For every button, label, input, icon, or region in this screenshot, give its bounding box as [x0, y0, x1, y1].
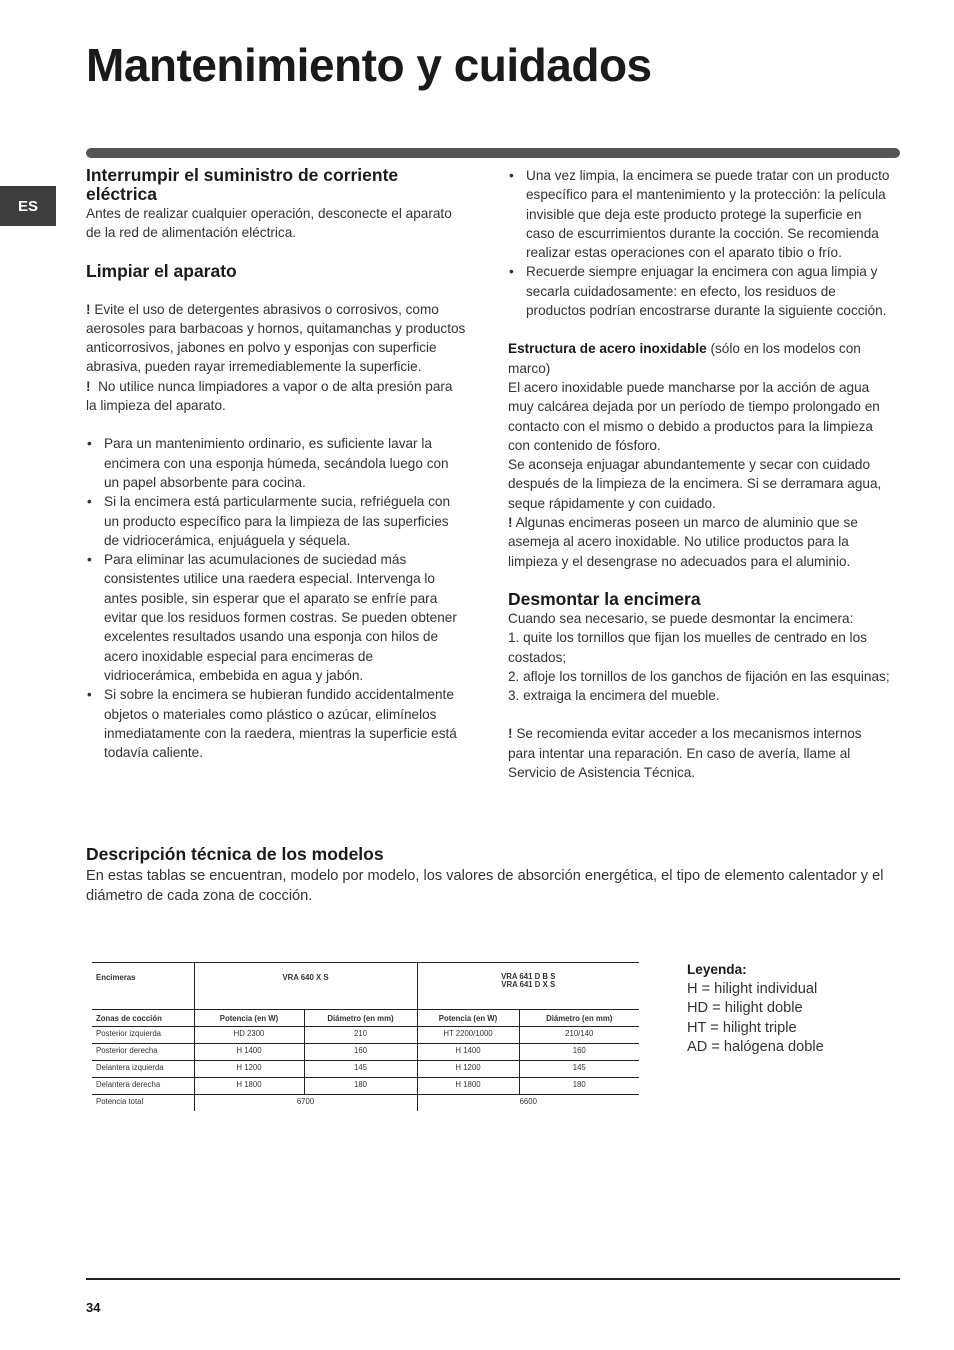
- warning-icon: !: [508, 726, 513, 742]
- zone-cell: Posterior izquierda: [92, 1027, 194, 1044]
- page-number: 34: [86, 1300, 101, 1315]
- section-body-power: Antes de realizar cualquier operación, desconecte el aparato de la red de alimentación eléctrica.: [86, 206, 452, 241]
- table-header-row: [92, 963, 639, 1010]
- left-column: [86, 166, 466, 762]
- section-title-dismount: Desmontar la encimera: [508, 588, 701, 609]
- diameter-cell: 160: [304, 1044, 417, 1061]
- table-label-zones: Zonas de cocción: [92, 1010, 194, 1027]
- warning-icon: !: [508, 515, 513, 531]
- diameter-cell: 210/140: [519, 1027, 639, 1044]
- table-subheader-row: [92, 1010, 639, 1027]
- dismount-step: 1. quite los tornillos que fijan los muelles de centrado en los costados;: [508, 630, 867, 665]
- cleaning-list: [86, 434, 466, 762]
- power-cell: H 1800: [417, 1078, 519, 1095]
- zone-cell: Delantera derecha: [92, 1078, 194, 1095]
- dismount-step: 2. afloje los tornillos de los ganchos de fijación en las esquinas;: [508, 668, 890, 684]
- power-cell: H 1200: [194, 1061, 304, 1078]
- model-b-header: VRA 641 D B S VRA 641 D X S: [417, 963, 639, 1010]
- steel-paragraph: Se aconseja enjuagar abundantemente y secar con cuidado después de la limpieza de la encimera. Si se derramara agua, seque rápidamente y con cuidado.: [508, 457, 882, 511]
- power-cell: H 1400: [194, 1044, 304, 1061]
- column-header-power: Potencia (en W): [194, 1010, 304, 1027]
- legend-item: HD = hilight doble: [687, 1000, 803, 1016]
- spec-table: [92, 962, 639, 1111]
- footer-rule: [86, 1278, 900, 1280]
- table-row: [92, 1044, 639, 1061]
- list-item: • Una vez limpia, la encimera se puede tratar con un producto específico para el mantenimiento y la protección: la película invisible que deja este producto protege la superficie en caso de escurrimientos durante la cocción. Se recomienda realizar estas operaciones con el aparato tibio o frío.: [508, 166, 892, 262]
- care-list: [508, 166, 892, 320]
- total-cell: 6600: [417, 1095, 639, 1112]
- power-cell: HT 2200/1000: [417, 1027, 519, 1044]
- list-item: • Recuerde siempre enjuagar la encimera con agua limpia y secarla cuidadosamente: en efecto, los residuos de productos podrían encostrarse durante la siguiente cocción.: [508, 262, 892, 320]
- table-row: [92, 1061, 639, 1078]
- page-title: Mantenimiento y cuidados: [86, 39, 652, 91]
- technical-description: [86, 845, 886, 906]
- steel-heading: Estructura de acero inoxidable (sólo en los modelos con marco): [508, 341, 861, 376]
- warning-abrasives: ! Evite el uso de detergentes abrasivos o corrosivos, como aerosoles para barbacoas y hornos, quitamanchas y productos anticorrosivos, jabones en polvo y esponjas con superficie abrasiva, pueden rayar irremediablemente la superficie.: [86, 301, 466, 375]
- legend-item: H = hilight individual: [687, 980, 818, 997]
- zone-cell: Posterior derecha: [92, 1044, 194, 1061]
- warning-icon: !: [86, 378, 91, 394]
- power-cell: H 1800: [194, 1078, 304, 1095]
- warning-icon: !: [86, 301, 91, 317]
- table-total-row: [92, 1095, 639, 1112]
- section-title-description: Descripción técnica de los modelos: [86, 844, 384, 864]
- list-item: • Para un mantenimiento ordinario, es suficiente lavar la encimera con una esponja húmeda, secándola luego con un papel absorbente para cocina.: [86, 434, 466, 492]
- warning-repair: ! Se recomienda evitar acceder a los mecanismos internos para intentar una reparación. En caso de avería, llame al Servicio de Asistencia Técnica.: [508, 726, 862, 781]
- section-title-clean: Limpiar el aparato: [86, 260, 237, 281]
- column-header-diameter: Diámetro (en mm): [304, 1010, 417, 1027]
- list-item: • Si sobre la encimera se hubieran fundido accidentalmente objetos o materiales como plástico o azúcar, elimínelos inmediatamente con la raedera, mientras la superficie está todavía caliente.: [86, 685, 466, 762]
- total-label: Potencia total: [96, 1097, 144, 1106]
- table-row: [92, 1027, 639, 1044]
- right-column: [508, 166, 892, 782]
- dismount-intro: Cuando sea necesario, se puede desmontar la encimera:: [508, 610, 854, 626]
- warning-aluminium: ! Algunas encimeras poseen un marco de aluminio que se asemeja al acero inoxidable. No utilice productos para la limpieza y el desengrase no adecuados para el aluminio.: [508, 515, 858, 569]
- steel-paragraph: El acero inoxidable puede mancharse por la acción de agua muy calcárea dejada por un período de tiempo prolongado en contacto con el mismo o debido a productos para la limpieza con contenido de fósforo.: [508, 379, 880, 453]
- header-rule: [86, 148, 900, 158]
- warning-steam: ! No utilice nunca limpiadores a vapor o de alta presión para la limpieza del aparato.: [86, 378, 453, 414]
- description-body: En estas tablas se encuentran, modelo por modelo, los valores de absorción energética, el tipo de elemento calentador y el diámetro de cada zona de cocción.: [86, 868, 884, 904]
- total-cell: 6700: [194, 1095, 417, 1112]
- column-header-diameter: Diámetro (en mm): [519, 1010, 639, 1027]
- diameter-cell: 160: [519, 1044, 639, 1061]
- section-title-power: Interrumpir el suministro de corriente eléctrica: [86, 165, 399, 204]
- list-item: • Si la encimera está particularmente sucia, refriéguela con un producto específico para la limpieza de las superficies de vidriocerámica, enjuáguela y séquela.: [86, 492, 466, 550]
- legend-title: Leyenda:: [687, 962, 747, 977]
- diameter-cell: 210: [304, 1027, 417, 1044]
- column-header-power: Potencia (en W): [417, 1010, 519, 1027]
- language-tab: ES: [0, 186, 56, 226]
- legend-item: HT = hilight triple: [687, 1019, 797, 1036]
- model-a-header: VRA 640 X S: [194, 963, 417, 1010]
- diameter-cell: 145: [304, 1061, 417, 1078]
- diameter-cell: 180: [519, 1078, 639, 1095]
- table-row: [92, 1078, 639, 1095]
- power-cell: HD 2300: [194, 1027, 304, 1044]
- zone-cell: Delantera izquierda: [92, 1061, 194, 1078]
- list-item: • Para eliminar las acumulaciones de suciedad más consistentes utilice una raedera especial. Intervenga lo antes posible, sin esperar que el aparato se enfríe para evitar que los residuos formen costras. Se pueden obtener excelentes resultados usando una esponja con hilos de acero inoxidable especial para encimeras de vidriocerámica, embebida en agua y jabón.: [86, 550, 466, 685]
- diameter-cell: 180: [304, 1078, 417, 1095]
- dismount-step: 3. extraiga la encimera del mueble.: [508, 688, 720, 704]
- table-label-models: Encimeras: [92, 963, 194, 1010]
- power-cell: H 1400: [417, 1044, 519, 1061]
- legend-item: AD = halógena doble: [687, 1039, 824, 1055]
- legend: [687, 960, 824, 1058]
- power-cell: H 1200: [417, 1061, 519, 1078]
- diameter-cell: 145: [519, 1061, 639, 1078]
